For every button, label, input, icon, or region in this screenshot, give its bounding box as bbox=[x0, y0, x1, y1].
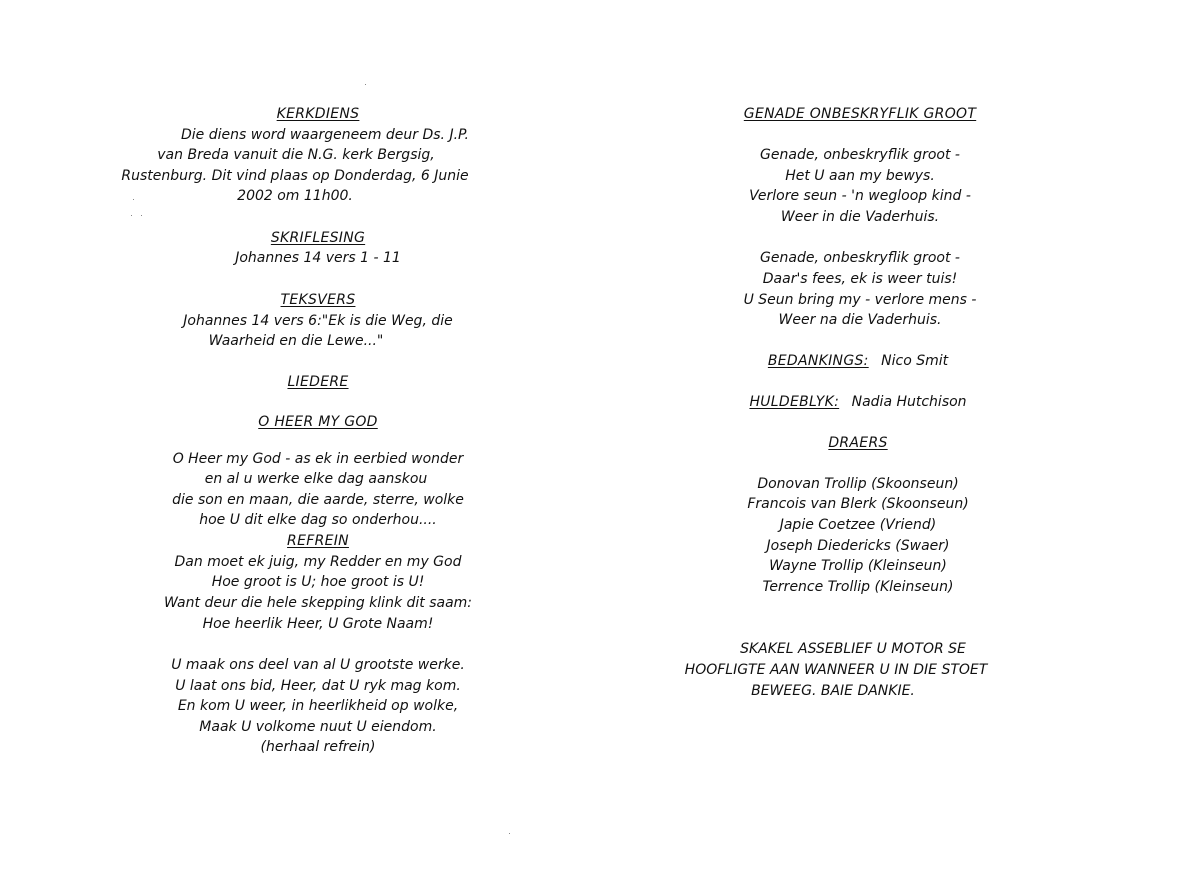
song-verse2-line-1: U maak ons deel van al U grootste werke. bbox=[171, 657, 465, 673]
huldeblyk-name: Nadia Hutchison bbox=[851, 394, 967, 410]
kerkdiens-line-4: 2002 om 11h00. bbox=[237, 188, 353, 204]
draer-5: Wayne Trollip (Kleinseun) bbox=[769, 558, 947, 574]
genade-stanza1-line-4: Weer in die Vaderhuis. bbox=[780, 209, 940, 225]
huldeblyk-row bbox=[749, 392, 966, 412]
refrain-line-3: Want deur die hele skepping klink dit saam: bbox=[163, 595, 473, 611]
genade-stanza2-line-1: Genade, onbeskryflik groot - bbox=[760, 250, 960, 266]
scan-speck bbox=[133, 199, 134, 200]
draer-3: Japie Coetzee (Vriend) bbox=[779, 517, 937, 533]
bedankings-label: BEDANKINGS: bbox=[767, 353, 869, 369]
kerkdiens-heading: KERKDIENS bbox=[276, 106, 360, 122]
skriflesing-heading: SKRIFLESING bbox=[270, 230, 366, 246]
kerkdiens-line-1: Die diens word waargeneem deur Ds. J.P. bbox=[181, 127, 469, 143]
refrain-heading: REFREIN bbox=[287, 533, 349, 549]
kerkdiens-line-3: Rustenburg. Dit vind plaas op Donderdag, 6 Junie bbox=[121, 168, 469, 184]
genade-stanza1-line-3: Verlore seun - 'n wegloop kind - bbox=[749, 188, 971, 204]
scan-speck bbox=[509, 833, 510, 834]
teksvers-line-2: Waarheid en die Lewe..." bbox=[208, 333, 384, 349]
draer-4: Joseph Diedericks (Swaer) bbox=[766, 538, 950, 554]
kerkdiens-line-2: van Breda vanuit die N.G. kerk Bergsig, bbox=[157, 147, 435, 163]
song-verse2-line-2: U laat ons bid, Heer, dat U ryk mag kom. bbox=[175, 678, 461, 694]
genade-stanza1-line-2: Het U aan my bewys. bbox=[785, 168, 935, 184]
draer-1: Donovan Trollip (Skoonseun) bbox=[757, 476, 959, 492]
genade-title: GENADE ONBESKRYFLIK GROOT bbox=[743, 106, 977, 122]
scan-speck bbox=[131, 215, 132, 216]
bedankings-row bbox=[768, 351, 948, 371]
huldeblyk-label: HULDEBLYK: bbox=[749, 394, 840, 410]
song-verse1-line-4: hoe U dit elke dag so onderhou.... bbox=[199, 512, 437, 528]
song-verse2-line-5: (herhaal refrein) bbox=[260, 739, 376, 755]
draers-heading: DRAERS bbox=[828, 435, 888, 451]
genade-stanza1-line-1: Genade, onbeskryflik groot - bbox=[760, 147, 960, 163]
skriflesing-text: Johannes 14 vers 1 - 11 bbox=[235, 250, 401, 266]
draer-2: Francois van Blerk (Skoonseun) bbox=[747, 496, 969, 512]
genade-stanza2-line-4: Weer na die Vaderhuis. bbox=[778, 312, 942, 328]
scan-speck bbox=[141, 215, 142, 216]
refrain-line-1: Dan moet ek juig, my Redder en my God bbox=[174, 554, 462, 570]
draer-6: Terrence Trollip (Kleinseun) bbox=[762, 579, 954, 595]
teksvers-line-1: Johannes 14 vers 6:"Ek is die Weg, die bbox=[183, 313, 453, 329]
genade-stanza2-line-2: Daar's fees, ek is weer tuis! bbox=[762, 271, 958, 287]
genade-stanza2-line-3: U Seun bring my - verlore mens - bbox=[743, 292, 977, 308]
refrain-line-4: Hoe heerlik Heer, U Grote Naam! bbox=[202, 616, 434, 632]
song-verse2-line-3: En kom U weer, in heerlikheid op wolke, bbox=[177, 698, 459, 714]
song-verse1-line-3: die son en maan, die aarde, sterre, wolke bbox=[172, 492, 464, 508]
song-title: O HEER MY GOD bbox=[258, 414, 378, 430]
notice-line-1: SKAKEL ASSEBLIEF U MOTOR SE bbox=[740, 641, 966, 657]
song-verse1-line-2: en al u werke elke dag aanskou bbox=[204, 471, 428, 487]
teksvers-heading: TEKSVERS bbox=[280, 292, 356, 308]
liedere-heading: LIEDERE bbox=[287, 374, 349, 390]
song-verse1-line-1: O Heer my God - as ek in eerbied wonder bbox=[172, 451, 464, 467]
scan-speck bbox=[365, 84, 366, 85]
bedankings-name: Nico Smit bbox=[881, 353, 949, 369]
song-verse2-line-4: Maak U volkome nuut U eiendom. bbox=[199, 719, 437, 735]
notice-line-3: BEWEEG. BAIE DANKIE. bbox=[751, 683, 915, 699]
notice-line-2: HOOFLIGTE AAN WANNEER U IN DIE STOET bbox=[684, 662, 988, 678]
refrain-line-2: Hoe groot is U; hoe groot is U! bbox=[211, 574, 425, 590]
